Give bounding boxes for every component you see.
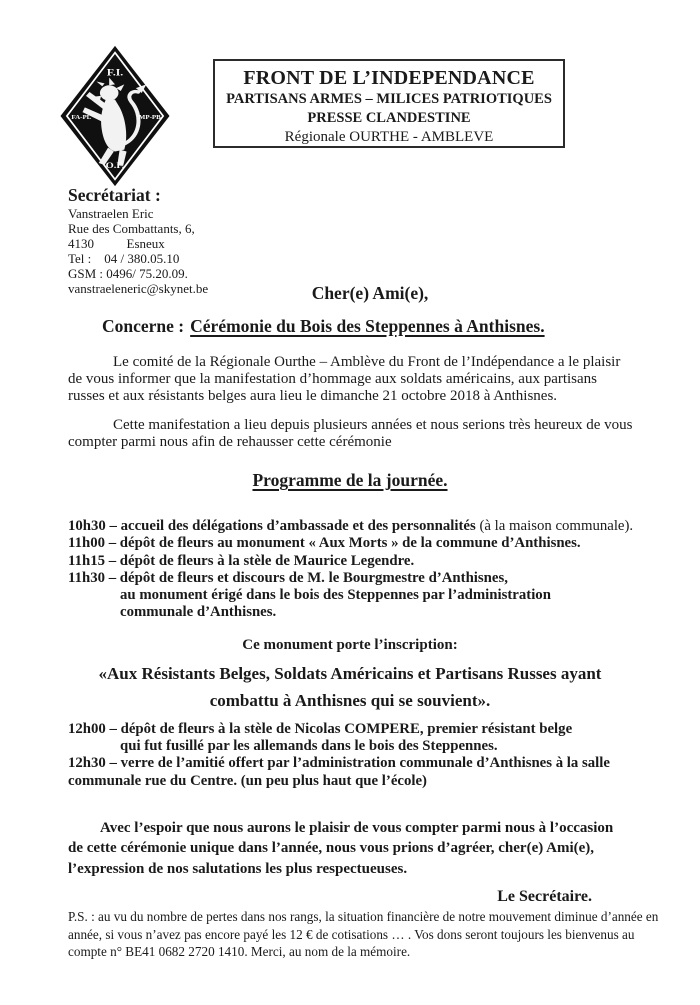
logo-label-top: F.I. — [106, 68, 124, 79]
closing-line: l’expression de nos salutations les plus respectueuses. — [68, 860, 408, 877]
org-subtitle-1: PARTISANS ARMES – MILICES PATRIOTIQUES — [226, 91, 552, 107]
quote-line: «Aux Résistants Belges, Soldats Américains et Partisans Russes ayant — [98, 663, 602, 683]
subject-label: Concerne : — [102, 316, 185, 336]
org-subtitle-2: PRESSE CLANDESTINE — [307, 110, 471, 126]
address-line: Rue des Combattants, 6, — [68, 221, 195, 236]
inscription-intro: Ce monument porte l’inscription: — [242, 636, 458, 653]
programme-morning-list — [0, 518, 700, 622]
address-line: vanstraeleneric@skynet.be — [68, 281, 209, 296]
paragraph-line: Le comité de la Régionale Ourthe – Amblève du Front de l’Indépendance a le plaisir — [113, 354, 621, 370]
programme-line: 12h00 – dépôt de fleurs à la stèle de Nicolas COMPERE, premier résistant belge — [68, 720, 573, 737]
programme-heading — [0, 469, 700, 492]
paragraph-invitation — [0, 417, 700, 451]
org-header-box — [213, 59, 565, 148]
salutation: Cher(e) Ami(e), — [311, 283, 429, 303]
programme-line: 11h15 – dépôt de fleurs à la stèle de Maurice Legendre. — [68, 552, 415, 569]
ps-line: compte n° BE41 0682 2720 1410. Merci, au nom de la mémoire. — [68, 944, 411, 960]
address-line: Vanstraelen Eric — [68, 206, 154, 221]
org-regionale: Régionale OURTHE - AMBLEVE — [284, 129, 494, 145]
subject-line — [0, 315, 700, 338]
subject-text: Cérémonie du Bois des Steppennes à Anthisnes. — [190, 316, 545, 336]
ps-line: année, si vous n’avez pas encore payé les 12 € de cotisations … . Vos dons seront toujours les bienvenus au — [68, 926, 635, 942]
fi-diamond-logo — [57, 44, 173, 188]
programme-line: communale d’Anthisnes. — [120, 604, 277, 621]
logo-label-right: MP-PB — [138, 114, 161, 121]
closing-line: de cette cérémonie unique dans l’année, nous vous prions d’agréer, cher(e) Ami(e), — [68, 840, 595, 857]
logo-label-left: FA-PL — [71, 114, 92, 121]
postscript — [0, 908, 700, 960]
paragraph-line: Cette manifestation a lieu depuis plusieurs années et nous serions très heureux de vous — [113, 417, 633, 433]
paragraph-line: russes et aux résistants belges aura lieu le dimanche 21 octobre 2018 à Anthisnes. — [68, 388, 558, 404]
quote-line: combattu à Anthisnes qui se souvient». — [209, 690, 491, 710]
paragraph-line: de vous informer que la manifestation d’hommage aux soldats américains, aux partisans — [68, 371, 598, 387]
signature: Le Secrétaire. — [497, 888, 592, 906]
paragraph-intro — [0, 354, 700, 405]
programme-line: 11h00 – dépôt de fleurs au monument « Aux Morts » de la commune d’Anthisnes. — [68, 535, 581, 552]
programme-line: communale rue du Centre. (un peu plus haut que l’école) — [68, 772, 427, 789]
closing-paragraph — [0, 818, 700, 880]
programme-heading-text: Programme de la journée. — [252, 470, 448, 490]
closing-line: Avec l’espoir que nous aurons le plaisir de vous compter parmi nous à l’occasion — [100, 819, 614, 836]
monument-inscription-quote — [0, 660, 700, 714]
org-title: FRONT DE L’INDEPENDANCE — [243, 67, 535, 89]
programme-line: au monument érigé dans le bois des Steppennes par l’administration — [120, 587, 551, 604]
programme-line: qui fut fusillé par les allemands dans le bois des Steppennes. — [120, 738, 498, 755]
address-line: Tel : 04 / 380.05.10 — [68, 251, 180, 266]
secretariat-heading: Secrétariat : — [68, 185, 161, 205]
programme-line: 11h30 – dépôt de fleurs et discours de M. le Bourgmestre d’Anthisnes, — [68, 569, 508, 586]
address-line: 4130 Esneux — [68, 236, 165, 251]
programme-line: 12h30 – verre de l’amitié offert par l’administration communale d’Anthisnes à la salle — [68, 755, 610, 772]
programme-noon-list — [0, 721, 700, 790]
paragraph-line: compter parmi nous afin de rehausser cette cérémonie — [68, 434, 392, 450]
ps-line: P.S. : au vu du nombre de pertes dans nos rangs, la situation financière de notre mouvement diminue d’année en — [68, 909, 659, 925]
logo-label-bottom: O.F. — [105, 160, 125, 171]
address-line: GSM : 0496/ 75.20.09. — [68, 266, 188, 281]
letterhead — [0, 0, 700, 185]
secretariat-block — [0, 185, 700, 296]
programme-line: 10h30 – accueil des délégations d’ambassade et des personnalités (à la maison communale). — [68, 518, 634, 534]
